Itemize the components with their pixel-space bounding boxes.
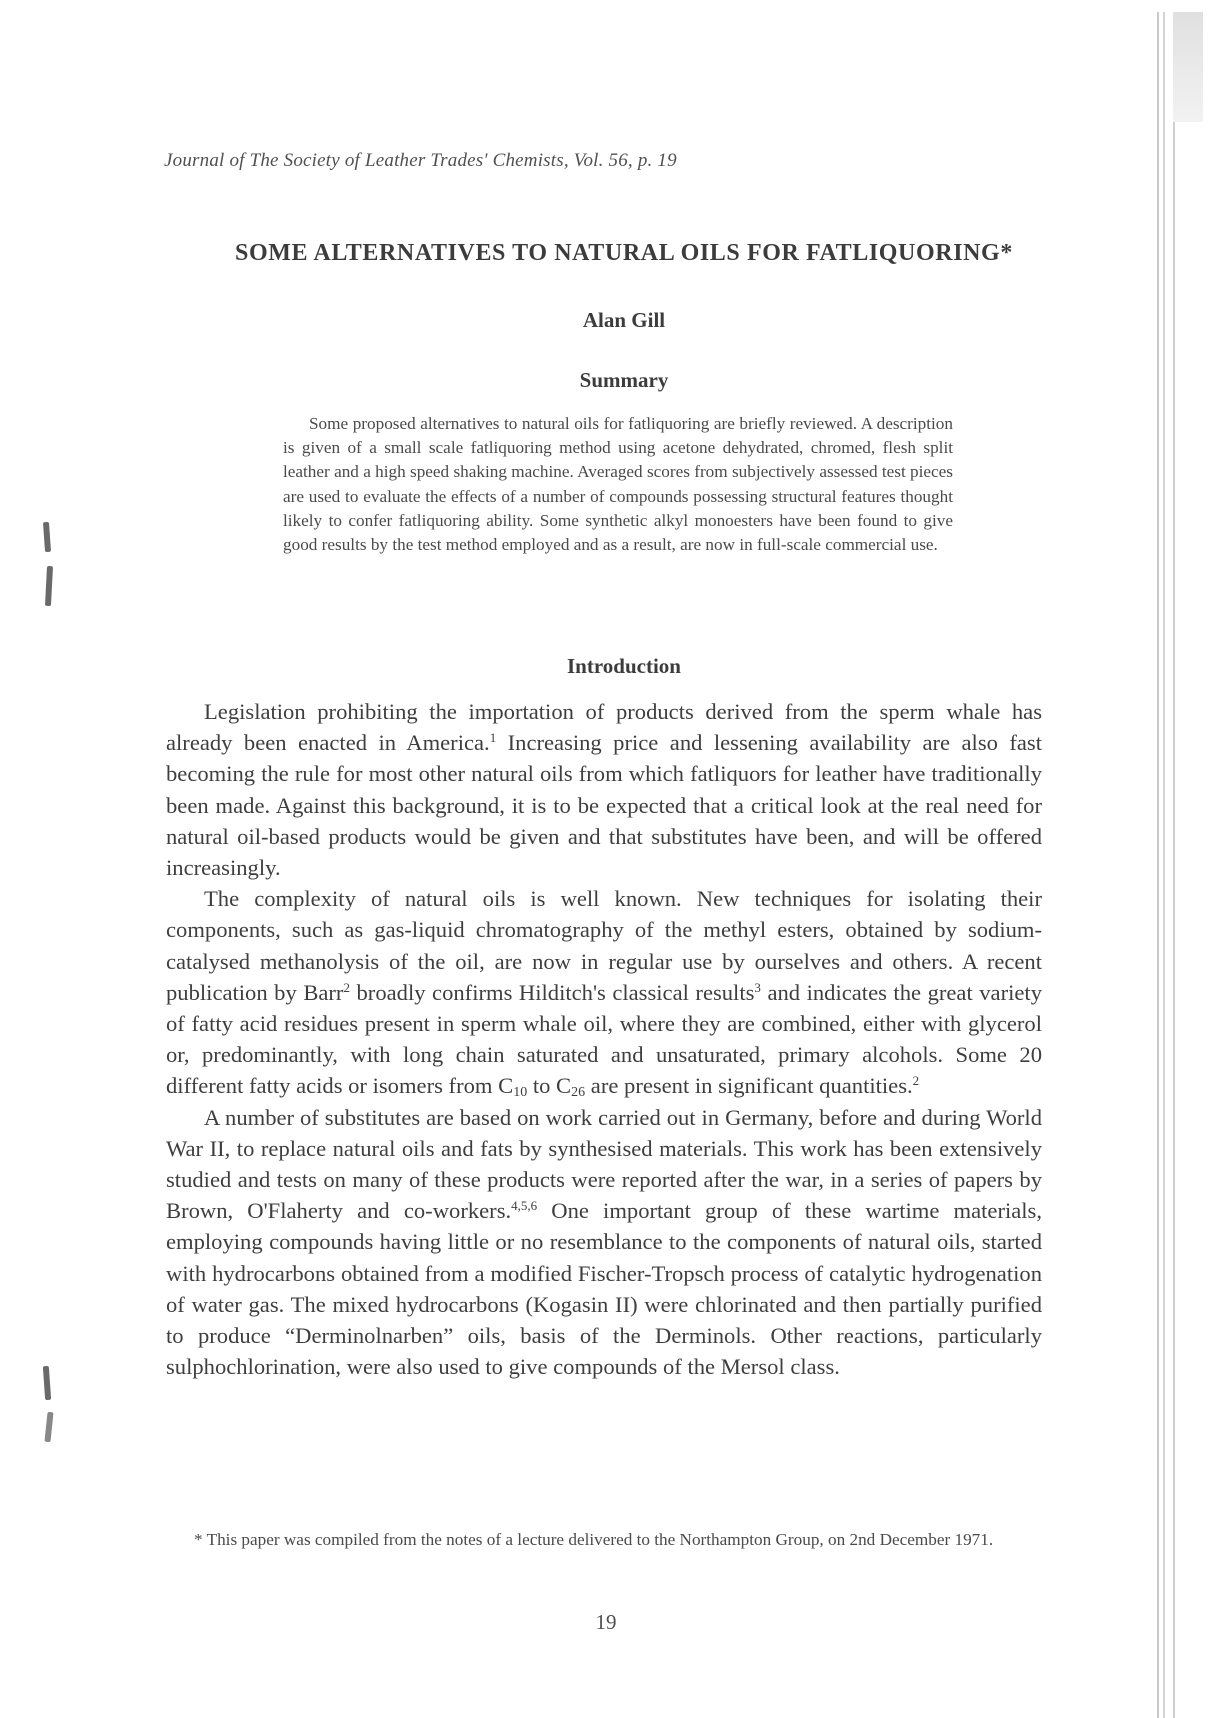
article-title: SOME ALTERNATIVES TO NATURAL OILS FOR FATLIQUORING*: [235, 240, 1013, 266]
body-paragraph: A number of substitutes are based on work carried out in Germany, before and during World War II, to replace natural oils and fats by synthesised materials. This work has been extensively studied and tests on many of these products were reported after the war, in a series of papers by Brown, O'Flaherty and co-workers.$^{4,5,6}$ One important group of these wartime materials, employing compounds having little or no resemblance to the components of natural oils, started with hydrocarbons obtained from a modified Fischer-Tropsch process of catalytic hydrogenation of water gas. The mixed hydrocarbons (Kogasin II) were chlorinated and then partially purified to produce “Derminolnarben” oils, basis of the Derminols. Other reactions, particularly sulphochlorination, were also used to give compounds of the Mersol class.: [166, 1104, 1042, 1380]
reference-superscript: 2: [912, 1073, 920, 1089]
binding-edge: [1157, 12, 1175, 1718]
body-text: [166, 696, 1042, 1382]
article-author: Alan Gill: [582, 308, 666, 332]
running-head: Journal of The Society of Leather Trades' Chemists, Vol. 56, p. 19: [164, 150, 677, 171]
summary-text: Some proposed alternatives to natural oils for fatliquoring are briefly reviewed. A description is given of a small scale fatliquoring method using acetone dehydrated, chromed, flesh split leather and a high speed shaking machine. Averaged scores from subjectively assessed test pieces are used to evaluate the effects of a number of compounds possessing structural features thought likely to confer fatliquoring ability. Some synthetic alkyl monoesters have been found to give good results by the test method employed and as a result, are now in full-scale commercial use.: [283, 414, 953, 555]
margin-mark: [45, 566, 53, 606]
margin-mark: [43, 522, 51, 552]
summary-heading: Summary: [579, 368, 669, 392]
reference-superscript: 4,5,6: [511, 1198, 538, 1214]
margin-mark: [44, 1412, 53, 1442]
binding-shadow: [1173, 12, 1203, 122]
body-paragraph: The complexity of natural oils is well known. New techniques for isolating their components, such as gas-liquid chromatography of the methyl esters, obtained by sodium-catalysed methanolysis of the oil, are now in regular use by ourselves and others. A recent publication by Barr$^2$ broadly confirms Hilditch's classical results$^3$ and indicates the great variety of fatty acid residues present in sperm whale oil, where they are combined, either with glycerol or, predominantly, with long chain saturated and unsaturated, primary alcohols. Some 20 different fatty acids or isomers from $C_{10}$ to $C_{26}$ are present in significant quantities.$^2$: [166, 886, 1042, 1101]
margin-mark: [43, 1366, 51, 1400]
footnote: * This paper was compiled from the notes of a lecture delivered to the Northampton Group, on 2nd December 1971.: [194, 1530, 994, 1549]
subscript: 10: [513, 1085, 528, 1101]
subscript: 26: [571, 1085, 586, 1101]
page-number: 19: [595, 1610, 617, 1634]
reference-superscript: 2: [343, 979, 350, 995]
introduction-heading: Introduction: [567, 654, 681, 678]
reference-superscript: 1: [489, 730, 497, 746]
body-paragraph: Legislation prohibiting the importation of products derived from the sperm whale has already been enacted in America.$^1$ Increasing price and lessening availability are also fast becoming the rule for most other natural oils from which fatliquors for leather have traditionally been made. Against this background, it is to be expected that a critical look at the real need for natural oil-based products would be given and that substitutes have been, and will be offered increasingly.: [166, 699, 1042, 881]
reference-superscript: 3: [754, 979, 761, 995]
